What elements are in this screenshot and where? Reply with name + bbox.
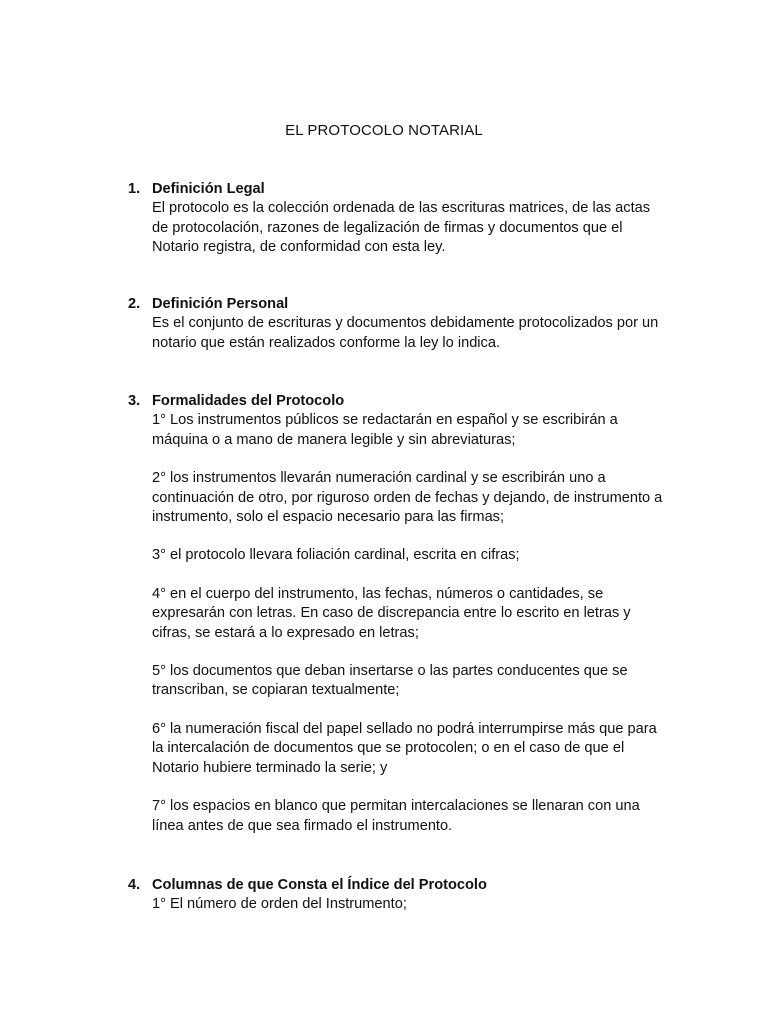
paragraph: El protocolo es la colección ordenada de las escrituras matrices, de las actas de protocolación, razones de legalización de firmas y documentos que el Notario registra, de conformidad con esta ley. — [152, 200, 651, 256]
section-number: 2. — [128, 296, 141, 312]
section-number: 3. — [128, 393, 141, 409]
section-title: Columnas de que Consta el Índice del Protocolo — [152, 877, 487, 893]
section-definicion-legal — [128, 180, 668, 258]
document-title: EL PROTOCOLO NOTARIAL — [285, 122, 483, 139]
paragraph: 2° los instrumentos llevarán numeración cardinal y se escribirán uno a continuación de otro, por riguroso orden de fechas y dejando, de instrumento a instrumento, solo el espacio necesario para las firmas; — [152, 470, 663, 526]
section-definicion-personal — [128, 295, 668, 353]
section-heading — [128, 180, 668, 199]
section-columnas-indice — [128, 876, 668, 915]
paragraph: 3° el protocolo llevara foliación cardinal, escrita en cifras; — [152, 547, 520, 564]
section-title: Definición Legal — [152, 181, 265, 197]
section-number: 4. — [128, 877, 141, 893]
section-body — [152, 895, 668, 914]
section-heading — [128, 876, 668, 895]
section-heading — [128, 392, 668, 411]
section-title: Formalidades del Protocolo — [152, 393, 345, 409]
paragraph: 6° la numeración fiscal del papel sellado no podrá interrumpirse más que para la intercalación de documentos que se protocolen; o en el caso de que el Notario hubiere terminado la serie; y — [152, 720, 657, 776]
section-heading — [128, 295, 668, 314]
section-body — [152, 314, 668, 353]
section-body — [152, 199, 668, 257]
section-number: 1. — [128, 181, 141, 197]
section-title: Definición Personal — [152, 296, 289, 312]
paragraph: 7° los espacios en blanco que permitan intercalaciones se llenaran con una línea antes de que sea firmado el instrumento. — [152, 798, 640, 834]
section-formalidades — [128, 392, 668, 836]
section-body — [152, 411, 668, 836]
paragraph: Es el conjunto de escrituras y documentos debidamente protocolizados por un notario que están realizados conforme la ley lo indica. — [152, 315, 659, 351]
paragraph: 5° los documentos que deban insertarse o las partes conducentes que se transcriban, se copiaran textualmente; — [152, 663, 628, 699]
paragraph: 4° en el cuerpo del instrumento, las fechas, números o cantidades, se expresarán con letras. En caso de discrepancia entre lo escrito en letras y cifras, se estará a lo expresado en letras; — [152, 585, 631, 641]
paragraph: 1° Los instrumentos públicos se redactarán en español y se escribirán a máquina o a mano de manera legible y sin abreviaturas; — [152, 412, 618, 448]
paragraph: 1° El número de orden del Instrumento; — [152, 896, 407, 913]
